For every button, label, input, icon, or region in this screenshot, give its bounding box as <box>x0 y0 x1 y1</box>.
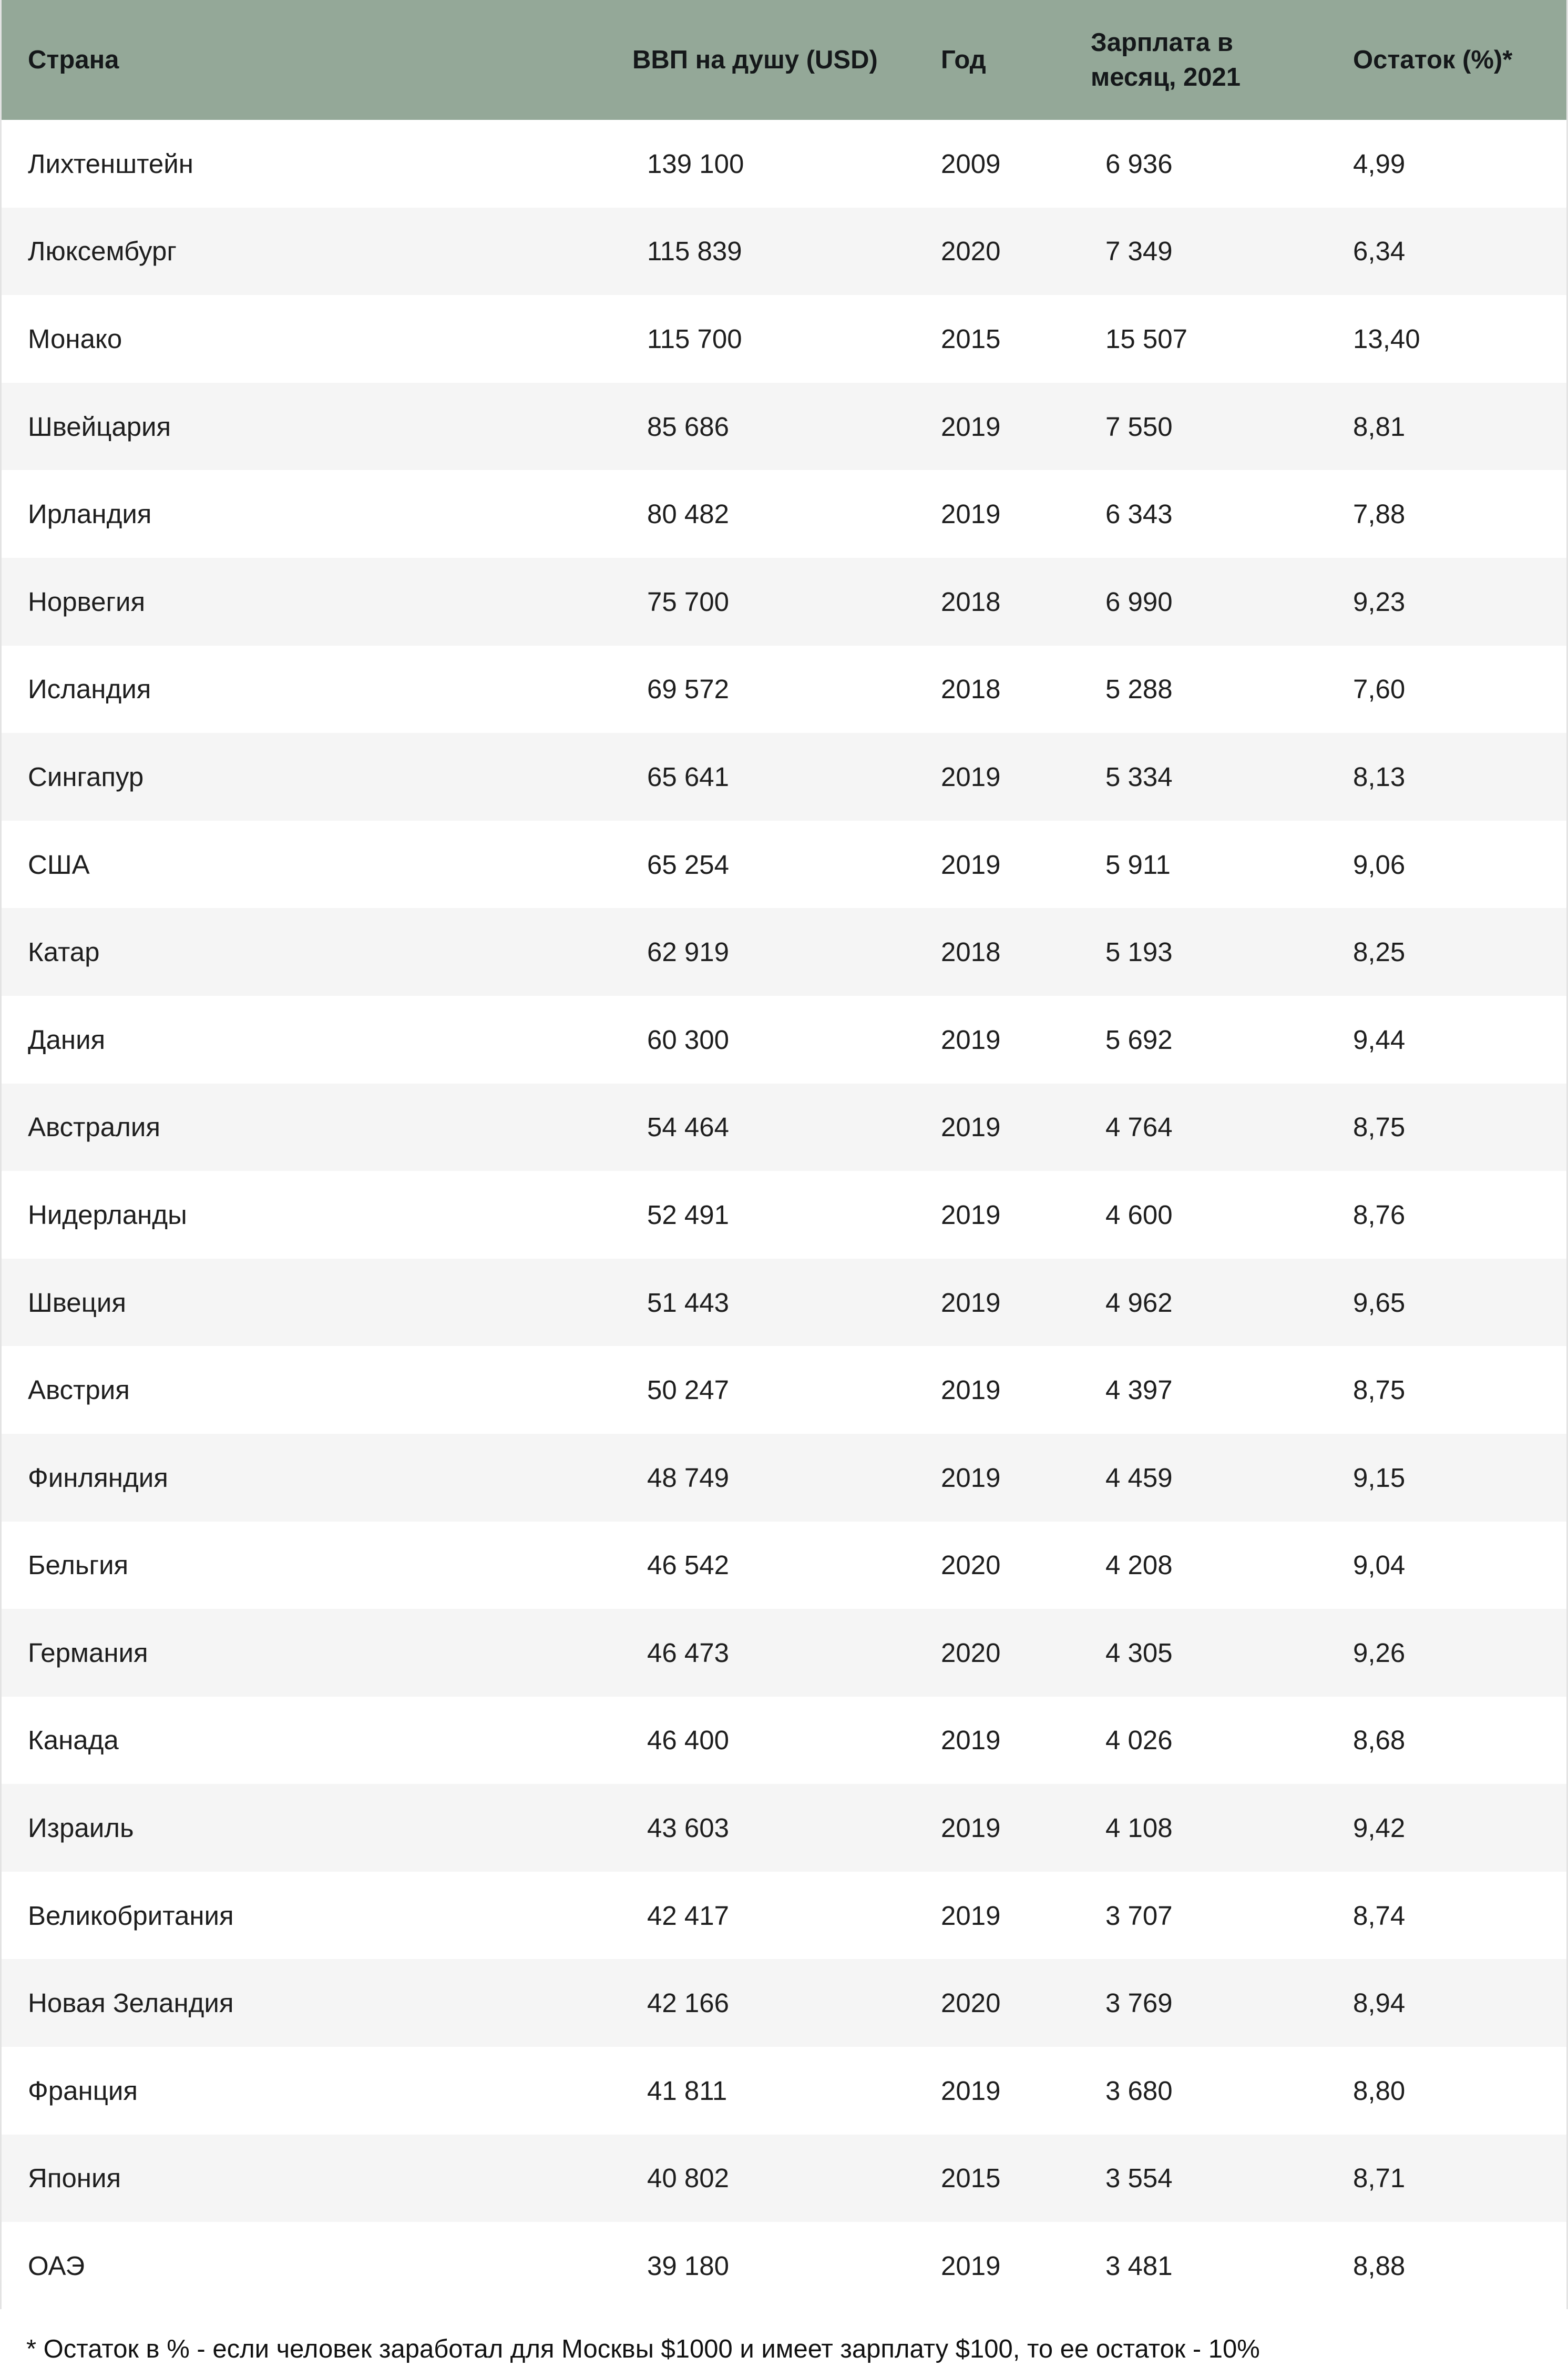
cell-rest: 9,23 <box>1353 586 1406 617</box>
cell-country: Ирландия <box>28 499 152 529</box>
cell-rest: 8,75 <box>1353 1375 1406 1405</box>
cell-year: 2019 <box>941 1112 1001 1142</box>
cell-country: Дания <box>28 1024 106 1055</box>
cell-year: 2019 <box>941 499 1001 529</box>
cell-country: Нидерланды <box>28 1199 187 1230</box>
cell-salary: 15 507 <box>1105 323 1187 354</box>
footnote: * Остаток в % - если человек заработал для Москвы $1000 и имеет зарплату $100, то ее остаток - 10% <box>26 2335 1260 2363</box>
cell-year: 2019 <box>941 1024 1001 1055</box>
cell-year: 2019 <box>941 761 1001 792</box>
cell-gdp: 139 100 <box>647 148 744 179</box>
cell-country: Израиль <box>28 1813 134 1843</box>
cell-year: 2009 <box>941 148 1001 179</box>
table-row <box>2 1171 1566 1259</box>
cell-gdp: 54 464 <box>647 1112 729 1142</box>
cell-salary: 3 554 <box>1105 2163 1173 2194</box>
table-row <box>2 1697 1566 1784</box>
cell-salary: 3 481 <box>1105 2251 1173 2281</box>
cell-country: Бельгия <box>28 1550 129 1580</box>
cell-gdp: 50 247 <box>647 1375 729 1405</box>
cell-rest: 8,94 <box>1353 1988 1406 2018</box>
cell-rest: 9,42 <box>1353 1813 1406 1843</box>
cell-salary: 3 769 <box>1105 1988 1173 2018</box>
cell-year: 2019 <box>941 1813 1001 1843</box>
cell-rest: 8,88 <box>1353 2251 1406 2281</box>
cell-gdp: 115 700 <box>647 323 742 354</box>
cell-country: Люксембург <box>28 236 177 267</box>
table-row <box>2 383 1566 471</box>
table-row <box>2 1609 1566 1697</box>
cell-gdp: 42 417 <box>647 1900 729 1931</box>
cell-salary: 7 550 <box>1105 411 1173 442</box>
table-body <box>2 120 1566 2310</box>
table-row <box>2 1259 1566 1346</box>
cell-salary: 4 305 <box>1105 1637 1173 1668</box>
table-row <box>2 821 1566 909</box>
cell-year: 2020 <box>941 236 1001 267</box>
cell-salary: 3 707 <box>1105 1900 1173 1931</box>
cell-salary: 4 962 <box>1105 1287 1173 1318</box>
cell-gdp: 52 491 <box>647 1199 729 1230</box>
table-row <box>2 646 1566 733</box>
cell-salary: 5 288 <box>1105 674 1173 705</box>
table-row <box>2 2222 1566 2310</box>
cell-country: Германия <box>28 1637 148 1668</box>
table-row <box>2 2047 1566 2135</box>
table-row <box>2 1346 1566 1434</box>
cell-salary: 4 397 <box>1105 1375 1173 1405</box>
header-gdp: ВВП на душу (USD) <box>632 46 878 74</box>
cell-gdp: 75 700 <box>647 586 729 617</box>
cell-rest: 8,76 <box>1353 1199 1406 1230</box>
cell-gdp: 39 180 <box>647 2251 729 2281</box>
cell-rest: 8,68 <box>1353 1725 1406 1756</box>
cell-country: Канада <box>28 1725 119 1756</box>
cell-year: 2019 <box>941 1900 1001 1931</box>
table-row <box>2 120 1566 208</box>
table-row <box>2 1784 1566 1872</box>
cell-gdp: 62 919 <box>647 937 729 967</box>
cell-rest: 8,80 <box>1353 2075 1406 2106</box>
cell-year: 2020 <box>941 1988 1001 2018</box>
cell-year: 2015 <box>941 2163 1001 2194</box>
table-row <box>2 295 1566 383</box>
cell-salary: 4 600 <box>1105 1199 1173 1230</box>
cell-rest: 13,40 <box>1353 323 1420 354</box>
table-row <box>2 1084 1566 1171</box>
cell-country: Новая Зеландия <box>28 1988 234 2018</box>
cell-country: Сингапур <box>28 761 144 792</box>
cell-rest: 9,06 <box>1353 849 1406 880</box>
cell-year: 2019 <box>941 1199 1001 1230</box>
cell-rest: 8,71 <box>1353 2163 1406 2194</box>
cell-gdp: 46 542 <box>647 1550 729 1580</box>
cell-year: 2018 <box>941 674 1001 705</box>
cell-gdp: 48 749 <box>647 1462 729 1493</box>
cell-gdp: 51 443 <box>647 1287 729 1318</box>
cell-country: Австрия <box>28 1375 130 1405</box>
cell-rest: 8,25 <box>1353 937 1406 967</box>
cell-rest: 9,65 <box>1353 1287 1406 1318</box>
header-salary: Зарплата в месяц, 2021 <box>1091 28 1241 91</box>
table-row <box>2 1959 1566 2047</box>
cell-rest: 8,75 <box>1353 1112 1406 1142</box>
cell-year: 2019 <box>941 2251 1001 2281</box>
cell-salary: 5 911 <box>1105 849 1171 880</box>
cell-country: Финляндия <box>28 1462 168 1493</box>
cell-country: Монако <box>28 323 122 354</box>
header-country: Страна <box>28 46 119 74</box>
cell-rest: 9,04 <box>1353 1550 1406 1580</box>
cell-gdp: 85 686 <box>647 411 729 442</box>
cell-year: 2019 <box>941 2075 1001 2106</box>
cell-gdp: 80 482 <box>647 499 729 529</box>
cell-salary: 5 193 <box>1105 937 1173 967</box>
cell-gdp: 65 641 <box>647 761 729 792</box>
cell-gdp: 69 572 <box>647 674 729 705</box>
cell-gdp: 42 166 <box>647 1988 729 2018</box>
table-header <box>2 0 1566 120</box>
cell-rest: 7,88 <box>1353 499 1406 529</box>
cell-year: 2018 <box>941 937 1001 967</box>
cell-rest: 7,60 <box>1353 674 1406 705</box>
cell-gdp: 46 473 <box>647 1637 729 1668</box>
cell-country: Лихтенштейн <box>28 148 193 179</box>
cell-year: 2019 <box>941 1462 1001 1493</box>
cell-rest: 8,74 <box>1353 1900 1406 1931</box>
cell-country: Япония <box>28 2163 121 2194</box>
cell-rest: 4,99 <box>1353 148 1406 179</box>
table-row <box>2 733 1566 821</box>
cell-rest: 6,34 <box>1353 236 1406 267</box>
table-row <box>2 1434 1566 1522</box>
cell-country: Катар <box>28 937 100 967</box>
cell-country: США <box>28 849 90 880</box>
cell-gdp: 60 300 <box>647 1024 729 1055</box>
cell-salary: 6 990 <box>1105 586 1173 617</box>
cell-salary: 5 692 <box>1105 1024 1173 1055</box>
cell-salary: 6 936 <box>1105 148 1173 179</box>
cell-year: 2019 <box>941 1375 1001 1405</box>
cell-salary: 4 459 <box>1105 1462 1173 1493</box>
cell-rest: 8,13 <box>1353 761 1406 792</box>
cell-gdp: 65 254 <box>647 849 729 880</box>
cell-year: 2019 <box>941 849 1001 880</box>
cell-rest: 8,81 <box>1353 411 1406 442</box>
cell-salary: 4 108 <box>1105 1813 1173 1843</box>
cell-year: 2019 <box>941 1287 1001 1318</box>
cell-year: 2019 <box>941 1725 1001 1756</box>
cell-country: Норвегия <box>28 586 146 617</box>
table-row <box>2 208 1566 295</box>
cell-salary: 5 334 <box>1105 761 1173 792</box>
cell-salary: 7 349 <box>1105 236 1173 267</box>
cell-rest: 9,15 <box>1353 1462 1406 1493</box>
cell-country: ОАЭ <box>28 2251 85 2281</box>
cell-country: Швеция <box>28 1287 126 1318</box>
cell-gdp: 46 400 <box>647 1725 729 1756</box>
cell-gdp: 40 802 <box>647 2163 729 2194</box>
cell-year: 2020 <box>941 1637 1001 1668</box>
table-row <box>2 1522 1566 1609</box>
cell-salary: 4 208 <box>1105 1550 1173 1580</box>
cell-country: Великобритания <box>28 1900 234 1931</box>
cell-country: Исландия <box>28 674 151 705</box>
cell-year: 2018 <box>941 586 1001 617</box>
cell-salary: 4 764 <box>1105 1112 1173 1142</box>
cell-country: Австралия <box>28 1112 160 1142</box>
table-row <box>2 470 1566 558</box>
cell-gdp: 115 839 <box>647 236 742 267</box>
cell-salary: 3 680 <box>1105 2075 1173 2106</box>
table-row <box>2 1872 1566 1960</box>
cell-rest: 9,26 <box>1353 1637 1406 1668</box>
cell-rest: 9,44 <box>1353 1024 1406 1055</box>
header-rest: Остаток (%)* <box>1353 46 1513 74</box>
cell-salary: 4 026 <box>1105 1725 1173 1756</box>
cell-salary: 6 343 <box>1105 499 1173 529</box>
cell-gdp: 41 811 <box>647 2075 727 2106</box>
table-row <box>2 996 1566 1084</box>
header-year: Год <box>941 46 986 74</box>
cell-year: 2020 <box>941 1550 1001 1580</box>
cell-gdp: 43 603 <box>647 1813 729 1843</box>
table-row <box>2 908 1566 996</box>
cell-year: 2019 <box>941 411 1001 442</box>
cell-country: Швейцария <box>28 411 171 442</box>
cell-year: 2015 <box>941 323 1001 354</box>
table-row <box>2 2135 1566 2222</box>
table-row <box>2 558 1566 646</box>
cell-country: Франция <box>28 2075 138 2106</box>
